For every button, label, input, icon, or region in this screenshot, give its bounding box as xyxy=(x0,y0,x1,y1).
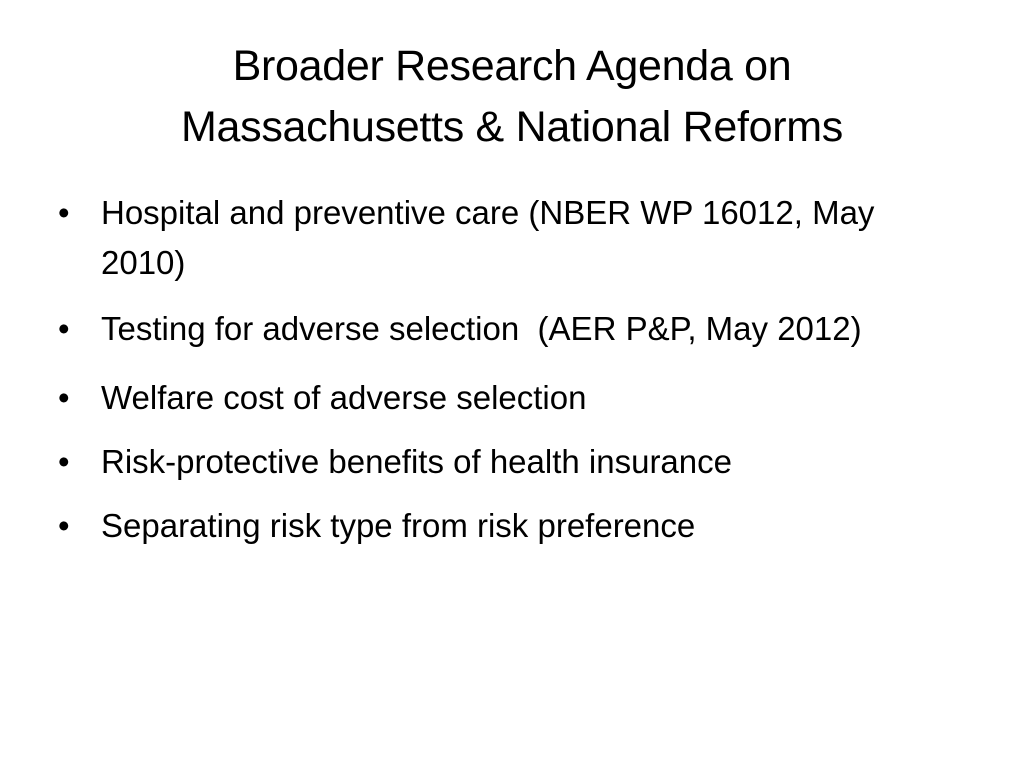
bullet-item-adverse-selection-testing xyxy=(58,304,938,354)
bullet-dot-icon: • xyxy=(58,379,70,416)
slide-title xyxy=(60,36,964,158)
bullet-dot-icon: • xyxy=(58,507,70,544)
title-line-2: Massachusetts & National Reforms xyxy=(181,103,843,151)
bullet-text: Risk-protective benefits of health insurance xyxy=(101,443,732,480)
bullet-dot-icon: • xyxy=(58,310,70,347)
bullet-item-hospital-care xyxy=(58,188,938,288)
bullet-text: Welfare cost of adverse selection xyxy=(101,379,587,416)
title-line-1: Broader Research Agenda on xyxy=(232,42,792,90)
bullet-dot-icon: • xyxy=(58,443,70,480)
bullet-text: Hospital and preventive care (NBER WP 16012, May 2010) xyxy=(101,194,875,281)
bullet-item-risk-protective-benefits xyxy=(58,434,938,490)
bullet-item-risk-type-preference xyxy=(58,498,938,554)
bullet-list xyxy=(58,188,938,562)
bullet-text: Separating risk type from risk preference xyxy=(101,507,696,544)
bullet-item-welfare-cost xyxy=(58,370,938,426)
bullet-dot-icon: • xyxy=(58,194,70,231)
bullet-text: Testing for adverse selection (AER P&P, May 2012) xyxy=(101,310,862,347)
